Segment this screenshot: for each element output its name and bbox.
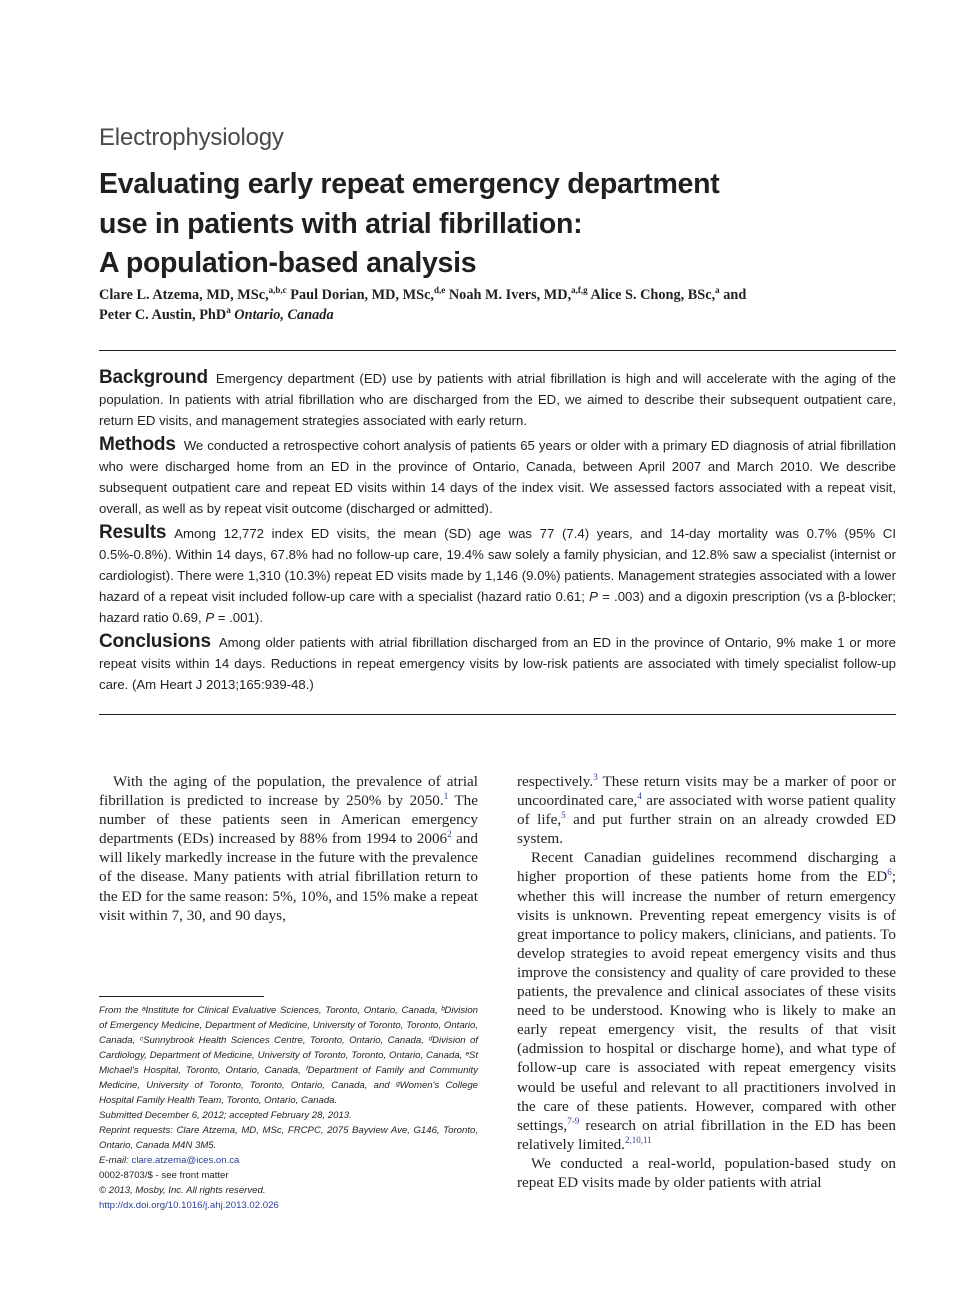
footnote-copyright: © 2013, Mosby, Inc. All rights reserved. xyxy=(99,1185,266,1196)
body-paragraph xyxy=(517,772,896,848)
email-link[interactable]: clare.atzema@ices.on.ca xyxy=(131,1155,240,1166)
title-line-3: A population-based analysis xyxy=(99,247,477,279)
author-name: Peter C. Austin, PhD xyxy=(99,306,227,323)
body-text: and put further strain on an already crowded ED system. xyxy=(517,811,896,848)
body-text: ; whether this will increase the number of return emergency visits is unknown. Preventing repeat emergency visits is of great importance to policy makers, clinicians, and patients. To develop strategies to avoid repeat emergency visits and thus improve the consistency and quality of care provided to these patients, the prevalence and clinical associates of these visits need to be understood. Knowing who is likely to make an early repeat emergency visit, the results of that visit (admission to hospital or discharge home), and what type of follow-up care is associated with repeat emergency visits would be useful and relevant to all practitioners involved in the care of these patients. However, compared with other settings, xyxy=(517,868,896,1134)
author-name: Paul Dorian, MD, MSc, xyxy=(290,287,435,303)
citation-link[interactable]: 2 xyxy=(447,829,452,840)
author-location: Ontario, Canada xyxy=(234,306,334,323)
author-name: Noah M. Ivers, MD, xyxy=(448,287,572,303)
footnote-email xyxy=(99,1153,478,1168)
background-heading: Background xyxy=(99,367,208,388)
body-text: and will likely markedly increase in the future with the prevalence of the disease. Many patients with atrial fibrillation return to the ED for the same reason: 5%, 10%, and 15% make a repeat visit within 7, 30, and 90 days, xyxy=(99,830,478,924)
conclusions-text: Among older patients with atrial fibrillation discharged from an ED in the province of Ontario, 9% make 1 or more repeat visits within 14 days. Reductions in repeat emergency visits by low-risk patients are associated with timely specialist follow-up care. (Am Heart J 2013;165:939-48.) xyxy=(99,635,896,692)
footnote-rule xyxy=(99,996,264,997)
abstract-results xyxy=(99,522,896,628)
body-paragraph xyxy=(99,772,478,925)
email-label: E-mail: xyxy=(99,1155,129,1166)
author-list xyxy=(99,286,899,325)
author-name: Alice S. Chong, BSc, xyxy=(590,287,716,303)
body-column-right xyxy=(517,772,896,1192)
body-text: With the aging of the population, the prevalence of atrial fibrillation is predicted to increase by 250% by 2050. xyxy=(99,773,478,810)
results-text: = .003) and a digoxin prescription (vs a β-blocker; hazard ratio 0.69, xyxy=(99,589,896,625)
author-name: Clare L. Atzema, MD, MSc, xyxy=(99,287,269,303)
footnote-affiliations: From the ᵃInstitute for Clinical Evaluative Sciences, Toronto, Ontario, Canada, ᵇDivision of Emergency Medicine, Department of Medicine, University of Toronto, Toronto, Ontario, Canada, ᶜSunnybrook Health Sciences Centre, Toronto, Ontario, Canada, ᵈDivision of Cardiology, Department of Medicine, University of Toronto, Toronto, Ontario, Canada, ᵉSt Michael's Hospital, Toronto, Ontario, Canada, ᶠDepartment of Family and Community Medicine, University of Toronto, Toronto, Ontario, Canada, and ᵍWomen's College Hospital Family Health Team, Toronto, Ontario, Canada. xyxy=(99,1005,478,1106)
footnote-doi xyxy=(99,1198,478,1213)
title-line-1: Evaluating early repeat emergency department xyxy=(99,168,720,200)
results-heading: Results xyxy=(99,522,167,543)
footnote-issn: 0002-8703/$ - see front matter xyxy=(99,1170,229,1181)
body-paragraph: We conducted a real-world, population-based study on repeat ED visits made by older patients with atrial xyxy=(517,1154,896,1191)
author-affiliation: d,e xyxy=(434,285,446,295)
results-text: = .001). xyxy=(217,610,263,625)
body-paragraph xyxy=(517,848,896,1154)
abstract-top-rule xyxy=(99,350,896,351)
title-line-2: use in patients with atrial fibrillation: xyxy=(99,207,583,240)
abstract-conclusions xyxy=(99,631,896,695)
citation-link[interactable]: 5 xyxy=(561,810,566,821)
footnotes xyxy=(99,1003,478,1213)
article-title xyxy=(99,165,879,284)
body-text: respectively. xyxy=(517,773,594,790)
author-conjunction: and xyxy=(723,287,747,303)
abstract-methods xyxy=(99,434,896,519)
citation-link[interactable]: 1 xyxy=(443,791,449,802)
footnote-submitted: Submitted December 6, 2012; accepted February 28, 2013. xyxy=(99,1110,352,1121)
citation-link[interactable]: 4 xyxy=(637,791,642,802)
body-text: are associated with worse patient quality of life, xyxy=(517,792,897,829)
author-affiliation: a xyxy=(715,285,720,295)
body-text: The number of these patients seen in American emergency departments (EDs) increased by 88% from 1994 to 2006 xyxy=(99,792,478,848)
p-value-symbol: P xyxy=(589,589,598,604)
doi-link[interactable]: http://dx.doi.org/10.1016/j.ahj.2013.02.026 xyxy=(99,1200,279,1211)
background-text: Emergency department (ED) use by patients with atrial fibrillation is high and will accelerate with the aging of the population. In patients with atrial fibrillation who are discharged from the ED, we aimed to describe their subsequent outpatient care, return ED visits, and management strategies associated with early return. xyxy=(99,371,896,428)
results-text: Among 12,772 index ED visits, the mean (SD) age was 77 (7.4) years, and 14-day mortality was 0.7% (95% CI 0.5%-0.8%). Within 14 days, 67.8% had no follow-up care, 19.4% saw solely a family physician, and 12.8% saw a specialist (internist or cardiologist). There were 1,310 (10.3%) repeat ED visits made by 1,146 (9.0%) patients. Management strategies associated with a lower hazard of a repeat visit included follow-up care with a specialist (hazard ratio 0.61; xyxy=(99,526,896,604)
methods-heading: Methods xyxy=(99,434,176,455)
methods-text: We conducted a retrospective cohort analysis of patients 65 years or older with a primary ED diagnosis of atrial fibrillation who were discharged home from an ED in the province of Ontario, Canada, between April 2007 and March 2010. We describe subsequent outpatient care and repeat ED visits within 14 days of the index visit. We assessed factors associated with a repeat visit, overall, as well as by repeat visit outcome (discharged or admitted). xyxy=(99,438,896,516)
footnote-reprint: Reprint requests: Clare Atzema, MD, MSc, FRCPC, 2075 Bayview Ave, G146, Toronto, Ontario, Canada M4N 3M5. xyxy=(99,1125,478,1151)
citation-link[interactable]: 3 xyxy=(593,772,598,782)
citation-link[interactable]: 6 xyxy=(887,867,892,878)
citation-link[interactable]: 2,10,11 xyxy=(624,1134,652,1145)
author-affiliation: a,f,g xyxy=(571,285,588,295)
conclusions-heading: Conclusions xyxy=(99,631,211,652)
body-text: research on atrial fibrillation in the ED has been relatively limited. xyxy=(517,1116,897,1153)
p-value-symbol: P xyxy=(205,610,215,625)
body-text: These return visits may be a marker of poor or uncoordinated care, xyxy=(517,773,897,810)
section-label: Electrophysiology xyxy=(99,124,284,151)
abstract-background xyxy=(99,367,896,431)
body-column-left xyxy=(99,772,478,925)
body-text: Recent Canadian guidelines recommend discharging a higher proportion of these patients home from the ED xyxy=(517,849,896,886)
abstract-bottom-rule xyxy=(99,714,896,715)
author-affiliation: a,b,c xyxy=(268,285,287,295)
citation-link[interactable]: 7-9 xyxy=(567,1115,580,1126)
abstract xyxy=(99,367,896,698)
author-affiliation: a xyxy=(226,304,231,315)
